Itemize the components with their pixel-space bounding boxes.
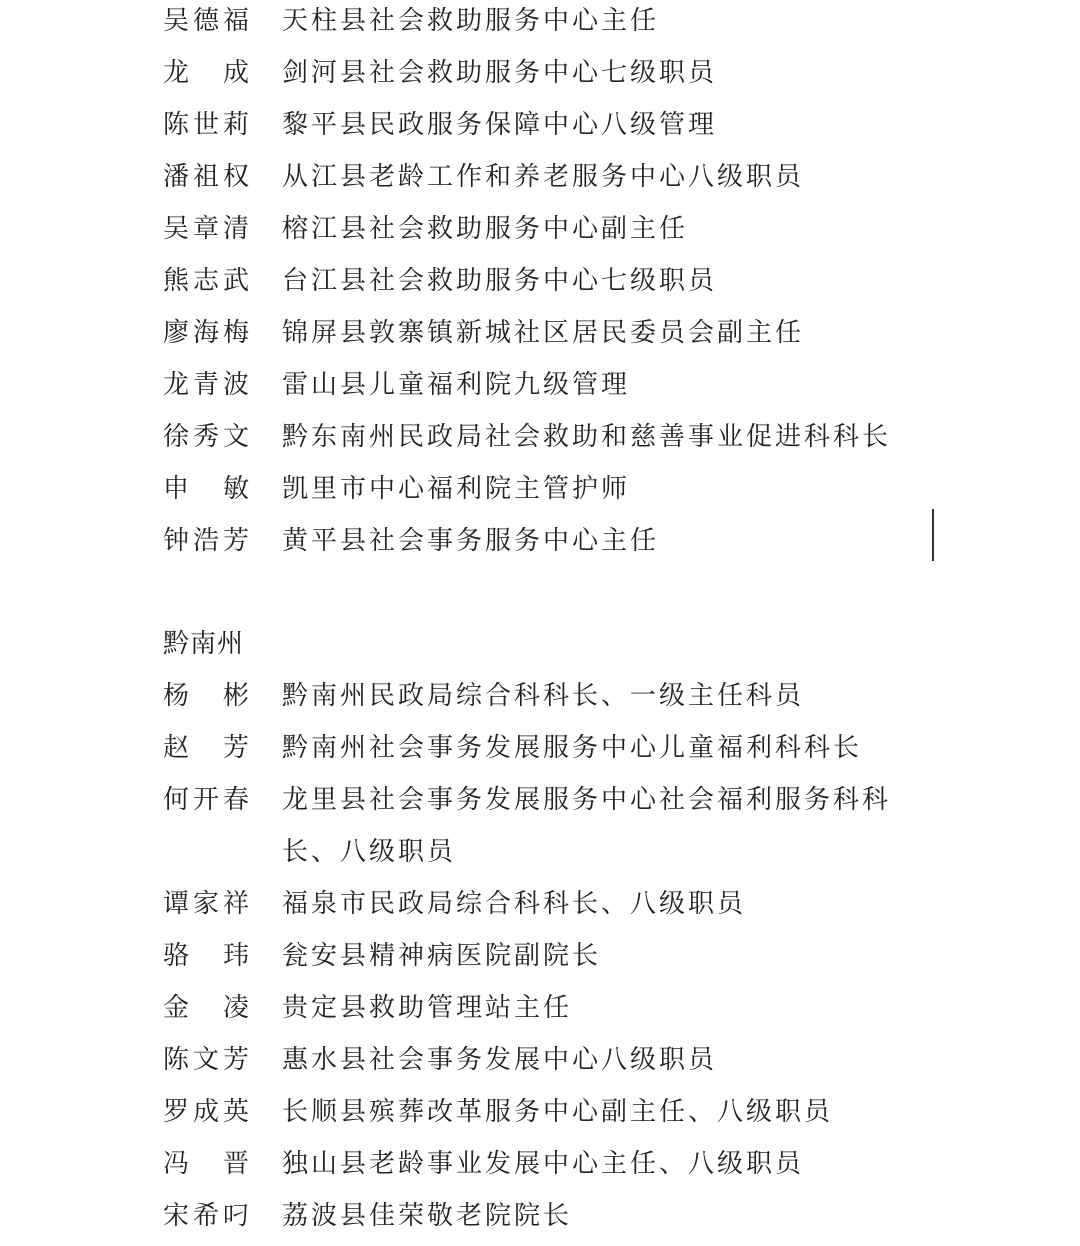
person-name: 熊 志 武 <box>163 266 249 296</box>
person-name: 陈 文 芳 <box>163 1045 249 1075</box>
section-heading: 黔南州 <box>163 629 245 659</box>
person-title: 瓮安县精神病医院副院长 <box>282 941 602 971</box>
list-item <box>163 203 923 255</box>
list-item <box>163 151 923 203</box>
list-item <box>163 515 923 567</box>
list-item <box>163 1034 923 1086</box>
person-name: 钟 浩 芳 <box>163 526 249 556</box>
person-title: 雷山县儿童福利院九级管理 <box>282 370 631 400</box>
person-title: 长顺县殡葬改革服务中心副主任、八级职员 <box>282 1097 834 1127</box>
list-item <box>163 930 923 982</box>
person-name: 陈 世 莉 <box>163 110 249 140</box>
person-title: 惠水县社会事务发展中心八级职员 <box>282 1045 718 1075</box>
entry-list <box>163 0 923 567</box>
person-name: 吴 章 清 <box>163 214 249 244</box>
list-section-qiannan <box>163 618 923 1242</box>
list-item <box>163 982 923 1034</box>
person-name: 谭 家 祥 <box>163 889 249 919</box>
entry-list <box>163 670 923 1242</box>
person-title: 台江县社会救助服务中心七级职员 <box>282 266 718 296</box>
list-item <box>163 307 923 359</box>
list-item <box>163 670 923 722</box>
person-title: 黔东南州民政局社会救助和慈善事业促进科科长 <box>282 422 892 452</box>
person-title: 从江县老龄工作和养老服务中心八级职员 <box>282 162 805 192</box>
person-name: 何 开 春 <box>163 785 249 815</box>
person-title: 榕江县社会救助服务中心副主任 <box>282 214 689 244</box>
list-item <box>163 1138 923 1190</box>
list-item <box>163 878 923 930</box>
person-title: 贵定县救助管理站主任 <box>282 993 573 1023</box>
list-item <box>163 722 923 774</box>
list-item <box>163 255 923 307</box>
list-item <box>163 1086 923 1138</box>
person-title: 锦屏县敦寨镇新城社区居民委员会副主任 <box>282 318 805 348</box>
person-name: 龙 成 <box>163 58 249 88</box>
person-title: 黔南州社会事务发展服务中心儿童福利科科长 <box>282 733 863 763</box>
person-title: 荔波县佳荣敬老院院长 <box>282 1201 573 1231</box>
person-title: 独山县老龄事业发展中心主任、八级职员 <box>282 1149 805 1179</box>
list-item <box>163 99 923 151</box>
list-item <box>163 0 923 47</box>
person-name: 龙 青 波 <box>163 370 249 400</box>
list-item <box>163 1190 923 1242</box>
person-name: 杨 彬 <box>163 681 249 711</box>
person-name: 廖 海 梅 <box>163 318 249 348</box>
person-name: 吴 德 福 <box>163 6 249 36</box>
person-name: 宋 希 叼 <box>163 1201 249 1231</box>
list-item <box>163 359 923 411</box>
person-title: 黔南州民政局综合科科长、一级主任科员 <box>282 681 805 711</box>
list-section-qiandongnan <box>163 0 923 567</box>
list-item <box>163 411 923 463</box>
person-name: 罗 成 英 <box>163 1097 249 1127</box>
person-name: 冯 晋 <box>163 1149 249 1179</box>
text-cursor <box>932 509 934 561</box>
person-name: 徐 秀 文 <box>163 422 249 452</box>
person-name: 金 凌 <box>163 993 249 1023</box>
person-title: 福泉市民政局综合科科长、八级职员 <box>282 889 747 919</box>
person-name: 赵 芳 <box>163 733 249 763</box>
person-name: 骆 玮 <box>163 941 249 971</box>
person-title: 天柱县社会救助服务中心主任 <box>282 6 660 36</box>
person-title: 龙里县社会事务发展服务中心社会福利服务科科长、八级职员 <box>282 785 892 867</box>
person-title: 凯里市中心福利院主管护师 <box>282 474 631 504</box>
person-title: 黄平县社会事务服务中心主任 <box>282 526 660 556</box>
person-name: 潘 祖 权 <box>163 162 249 192</box>
list-item <box>163 47 923 99</box>
list-item <box>163 774 923 878</box>
person-title: 剑河县社会救助服务中心七级职员 <box>282 58 718 88</box>
list-item <box>163 463 923 515</box>
person-name: 申 敏 <box>163 474 249 504</box>
person-title: 黎平县民政服务保障中心八级管理 <box>282 110 718 140</box>
